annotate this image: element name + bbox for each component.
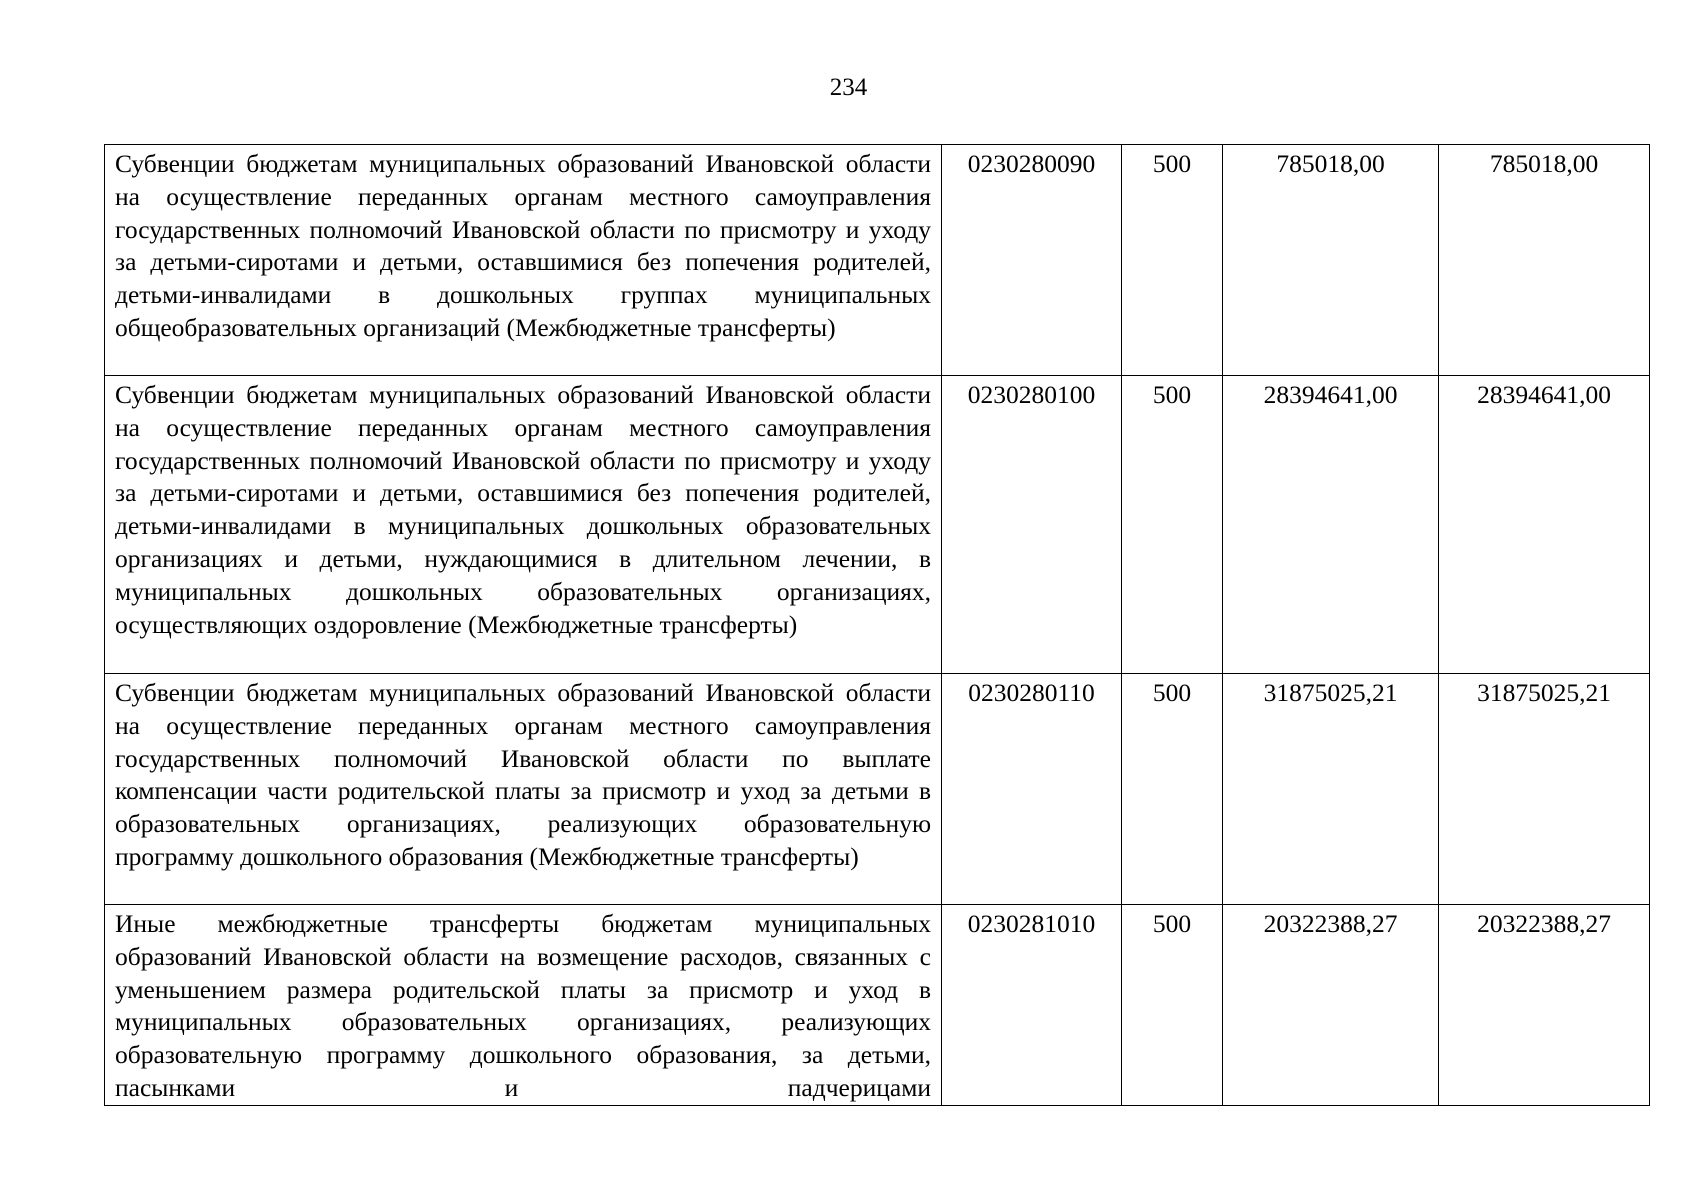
- amount-column-2: 785018,00: [1439, 145, 1650, 376]
- table-row: [105, 145, 1650, 376]
- expense-type-code: 500: [1122, 376, 1223, 674]
- row-description: Иные межбюджетные трансферты бюджетам муниципальных образований Ивановской области на возмещение расходов, связанных с уменьшением размера родительской платы за присмотр и уход в муниципальных образовательных организациях, реализующих образовательную программу дошкольного образования, за детьми, пасынками и падчерицами: [105, 905, 942, 1106]
- expense-type-code: 500: [1122, 145, 1223, 376]
- row-description: Субвенции бюджетам муниципальных образований Ивановской области на осуществление переданных органам местного самоуправления государственных полномочий Ивановской области по присмотру и уходу за детьми-сиротами и детьми, оставшимися без попечения родителей, детьми-инвалидами в дошкольных группах муниципальных общеобразовательных организаций (Межбюджетные трансферты): [105, 145, 942, 376]
- amount-column-1: 20322388,27: [1223, 905, 1439, 1106]
- amount-column-2: 31875025,21: [1439, 674, 1650, 905]
- budget-table: [104, 144, 1650, 1106]
- amount-column-1: 785018,00: [1223, 145, 1439, 376]
- expense-type-code: 500: [1122, 674, 1223, 905]
- target-article-code: 0230281010: [942, 905, 1122, 1106]
- amount-column-2: 28394641,00: [1439, 376, 1650, 674]
- target-article-code: 0230280100: [942, 376, 1122, 674]
- target-article-code: 0230280090: [942, 145, 1122, 376]
- expense-type-code: 500: [1122, 905, 1223, 1106]
- amount-column-1: 31875025,21: [1223, 674, 1439, 905]
- amount-column-1: 28394641,00: [1223, 376, 1439, 674]
- table-row: [105, 674, 1650, 905]
- page-number: 234: [829, 74, 868, 101]
- table-row: [105, 905, 1650, 1106]
- table-row: [105, 376, 1650, 674]
- row-description: Субвенции бюджетам муниципальных образований Ивановской области на осуществление переданных органам местного самоуправления государственных полномочий Ивановской области по выплате компенсации части родительской платы за присмотр и уход за детьми в образовательных организациях, реализующих образовательную программу дошкольного образования (Межбюджетные трансферты): [105, 674, 942, 905]
- row-description: Субвенции бюджетам муниципальных образований Ивановской области на осуществление переданных органам местного самоуправления государственных полномочий Ивановской области по присмотру и уходу за детьми-сиротами и детьми, оставшимися без попечения родителей, детьми-инвалидами в муниципальных дошкольных образовательных организациях и детьми, нуждающимися в длительном лечении, в муниципальных дошкольных образовательных организациях, осуществляющих оздоровление (Межбюджетные трансферты): [105, 376, 942, 674]
- target-article-code: 0230280110: [942, 674, 1122, 905]
- amount-column-2: 20322388,27: [1439, 905, 1650, 1106]
